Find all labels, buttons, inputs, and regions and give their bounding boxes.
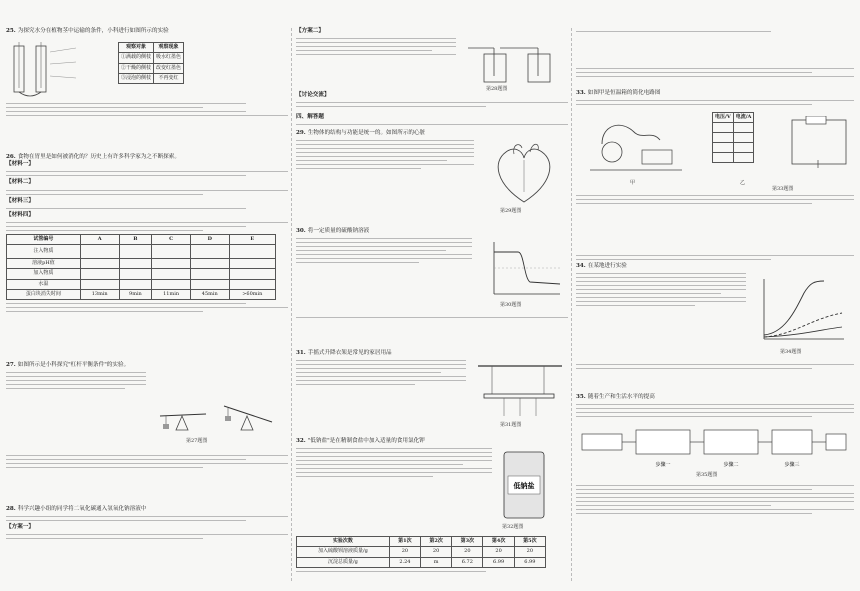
table-header: 第3次 bbox=[452, 537, 483, 547]
column-middle bbox=[296, 28, 568, 581]
question-number: 34. bbox=[576, 263, 586, 269]
step-label: 步骤一 bbox=[655, 462, 671, 469]
table-row-label: 水温 bbox=[7, 279, 81, 289]
question-number: 27. bbox=[6, 362, 16, 368]
table-cell: 11min bbox=[152, 289, 191, 299]
column-left bbox=[6, 28, 288, 581]
table-cell: 6.99 bbox=[483, 557, 514, 567]
question-31 bbox=[296, 350, 568, 432]
question-35 bbox=[576, 394, 854, 517]
question-text: 如图所示是小科探究"杠杆平衡条件"的实验。 bbox=[17, 362, 130, 368]
figure-caption: 第33题图 bbox=[772, 186, 794, 193]
table-cell: 20 bbox=[514, 547, 545, 557]
q25-table bbox=[118, 42, 184, 84]
question-number: 29. bbox=[296, 130, 306, 136]
question-number: 26. bbox=[6, 154, 16, 160]
figure-caption: 第27题图 bbox=[186, 438, 208, 445]
table-cell: 45min bbox=[190, 289, 229, 299]
table-row-label: 加入硫酸钡溶液质量/g bbox=[297, 547, 390, 557]
figure-caption: 第35题图 bbox=[696, 472, 718, 479]
question-28-continued bbox=[296, 28, 568, 110]
table-row-label: 注入物质 bbox=[7, 245, 81, 259]
table-cell: 20 bbox=[421, 547, 452, 557]
table-header: D bbox=[190, 235, 229, 245]
table-row-label: 沉淀总质量/g bbox=[297, 557, 390, 567]
figure-caption: 第28题图 bbox=[486, 86, 508, 93]
question-number: 31. bbox=[296, 350, 306, 356]
table-cell: m bbox=[421, 557, 452, 567]
lever-figure bbox=[152, 376, 282, 438]
clothes-rack-figure bbox=[474, 360, 566, 422]
question-29 bbox=[296, 130, 568, 220]
question-number: 33. bbox=[576, 90, 586, 96]
table-cell: 吸水红墨色 bbox=[154, 53, 184, 63]
material-label: 【材料四】 bbox=[6, 211, 34, 218]
table-header: E bbox=[229, 235, 275, 245]
circuit-diagram-figure bbox=[788, 116, 850, 170]
table-cell: 2.24 bbox=[389, 557, 420, 567]
question-32 bbox=[296, 438, 568, 575]
question-26 bbox=[6, 154, 288, 315]
package-label: 低钠盐 bbox=[513, 482, 535, 491]
question-28 bbox=[6, 506, 288, 542]
question-30 bbox=[296, 228, 568, 321]
table-cell: 不再变红 bbox=[154, 73, 184, 83]
heart-figure bbox=[486, 140, 562, 206]
question-text: 如图甲是恒温箱的简化电路图 bbox=[587, 90, 661, 96]
table-header: 电流/A bbox=[733, 113, 754, 123]
table-header: 试管编号 bbox=[7, 235, 81, 245]
question-text: 为探究水分在植物茎中运输的条件，小科进行如图所示的实验 bbox=[17, 28, 169, 34]
growth-curve-figure bbox=[754, 273, 850, 347]
plan-label: 【方案一】 bbox=[6, 524, 34, 531]
table-header: 第2次 bbox=[421, 537, 452, 547]
question-number: 28. bbox=[6, 506, 16, 512]
table-row-label: 溶液pH值 bbox=[7, 259, 81, 269]
table-header: B bbox=[119, 235, 152, 245]
table-cell: ②干燥的侧枝 bbox=[119, 63, 154, 73]
q26-table bbox=[6, 234, 276, 300]
question-text: 生物体的结构与功能是统一的。如图所示的心脏 bbox=[307, 130, 426, 136]
table-cell: 13min bbox=[80, 289, 119, 299]
gas-bottles-figure bbox=[464, 40, 564, 88]
figure-label-yi: 乙 bbox=[740, 180, 746, 187]
table-cell: 6.72 bbox=[452, 557, 483, 567]
table-row-label: 加入物质 bbox=[7, 269, 81, 279]
table-header: 电压/V bbox=[713, 113, 734, 123]
thermostat-circuit-figure bbox=[582, 110, 692, 180]
question-34 bbox=[576, 252, 854, 372]
question-32-continued bbox=[576, 28, 854, 80]
table-cell: 20 bbox=[452, 547, 483, 557]
question-text: "低钠盐"是在精制食盐中加入适量的食用氯化钾 bbox=[307, 438, 425, 444]
table-header: 实验次数 bbox=[297, 537, 390, 547]
step-label: 步骤二 bbox=[723, 462, 739, 469]
table-header: 第5次 bbox=[514, 537, 545, 547]
column-right bbox=[576, 28, 854, 581]
figure-caption: 第30题图 bbox=[500, 302, 522, 309]
column-divider bbox=[571, 28, 572, 581]
question-number: 35. bbox=[576, 394, 586, 400]
table-header: 观察对象 bbox=[119, 43, 154, 53]
question-27 bbox=[6, 362, 288, 471]
discussion-label: 【讨论交流】 bbox=[296, 92, 330, 99]
question-33 bbox=[576, 90, 854, 207]
table-cell: 20 bbox=[483, 547, 514, 557]
table-cell: 20 bbox=[389, 547, 420, 557]
q32-table bbox=[296, 536, 546, 568]
column-divider bbox=[291, 28, 292, 581]
question-text: 食物在胃里是如何被消化的？历史上有许多科学家为之不断探索。 bbox=[17, 154, 180, 160]
plan-label: 【方案二】 bbox=[296, 28, 324, 34]
section-title: 四、解答题 bbox=[296, 114, 324, 120]
table-cell: 6.99 bbox=[514, 557, 545, 567]
table-header: 第1次 bbox=[389, 537, 420, 547]
figure-caption: 第29题图 bbox=[500, 208, 522, 215]
table-header: A bbox=[80, 235, 119, 245]
section-4 bbox=[296, 114, 568, 128]
table-cell: 改变红墨色 bbox=[154, 63, 184, 73]
material-label: 【材料一】 bbox=[6, 161, 34, 168]
process-flow-figure bbox=[580, 424, 850, 470]
question-text: 手摇式升降衣架是常见的家居用品 bbox=[307, 350, 392, 356]
material-label: 【材料三】 bbox=[6, 197, 34, 204]
table-cell: 9min bbox=[119, 289, 152, 299]
salt-package-figure bbox=[500, 450, 550, 522]
question-25 bbox=[6, 28, 288, 119]
table-header: C bbox=[152, 235, 191, 245]
figure-caption: 第34题图 bbox=[780, 349, 802, 356]
question-text: 将一定质量的硫酸钠溶液 bbox=[307, 228, 370, 234]
table-row-label: 蛋白块消失时间 bbox=[7, 289, 81, 299]
question-text: 在某地进行实验 bbox=[587, 263, 627, 269]
question-number: 30. bbox=[296, 228, 306, 234]
material-label: 【材料二】 bbox=[6, 179, 34, 186]
question-text: 随着生产和生活水平的提高 bbox=[587, 394, 655, 400]
figure-caption: 第31题图 bbox=[500, 422, 522, 429]
table-cell: ③浸泡的侧枝 bbox=[119, 73, 154, 83]
question-number: 25. bbox=[6, 28, 16, 34]
figure-label-jia: 甲 bbox=[630, 180, 636, 187]
plant-stem-figure bbox=[6, 38, 86, 98]
question-text: 科学兴趣小组的同学将二氧化碳通入氢氧化钠溶液中 bbox=[17, 506, 147, 512]
question-number: 32. bbox=[296, 438, 306, 444]
table-header: 观察现象 bbox=[154, 43, 184, 53]
figure-caption: 第32题图 bbox=[502, 524, 524, 531]
table-header: 第4次 bbox=[483, 537, 514, 547]
ph-graph-figure bbox=[484, 238, 564, 302]
table-cell: ①满载的侧枝 bbox=[119, 53, 154, 63]
table-cell: >60min bbox=[229, 289, 275, 299]
q33-table bbox=[712, 112, 754, 163]
step-label: 步骤三 bbox=[784, 462, 800, 469]
